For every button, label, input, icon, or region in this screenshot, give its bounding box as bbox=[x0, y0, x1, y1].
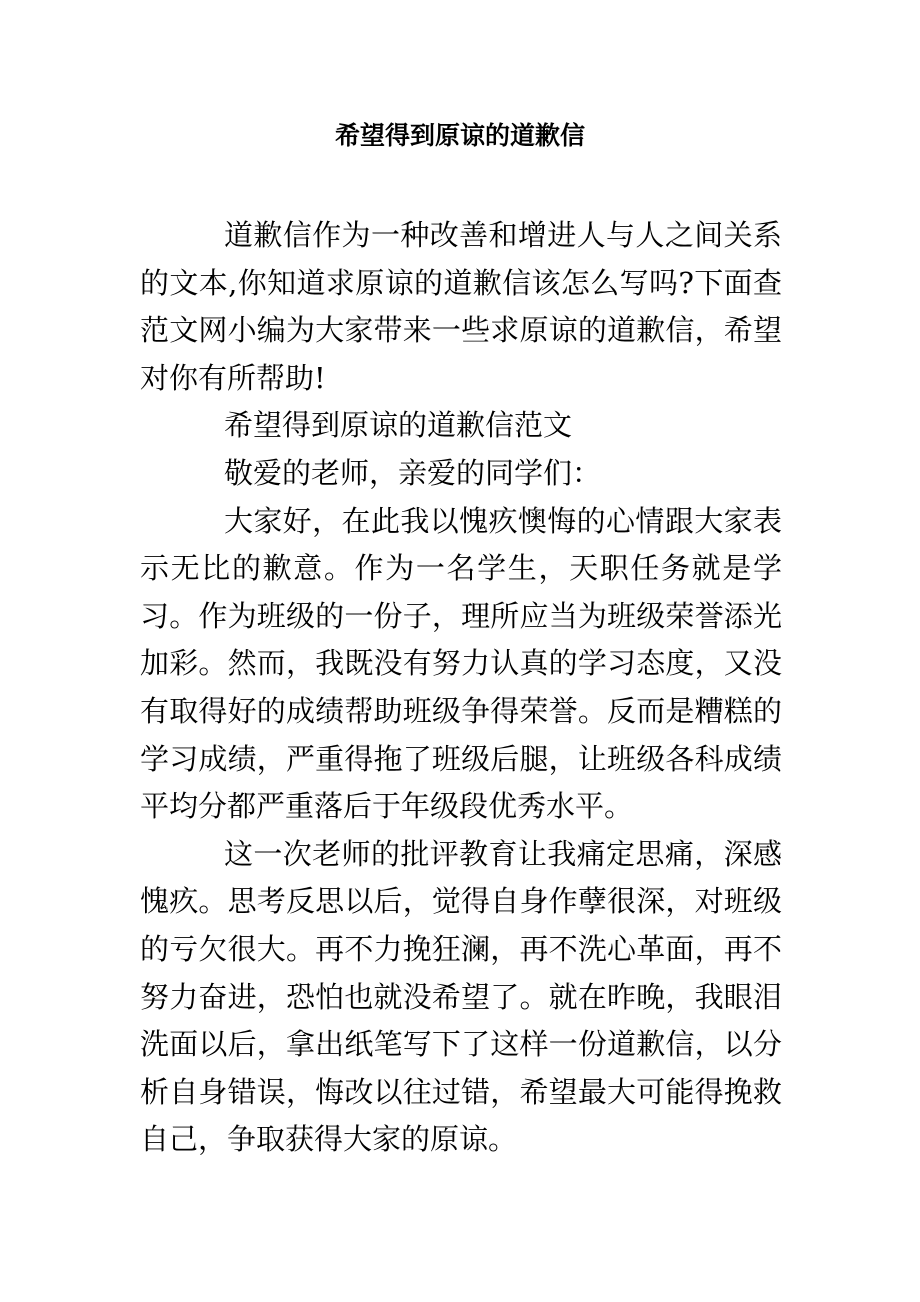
salutation: 敬爱的老师，亲爱的同学们： bbox=[224, 455, 602, 490]
body-paragraph-2: 这一次老师的批评教育让我痛定思痛，深感愧疚。思考反思以后，觉得自身作孽很深，对班级的亏欠很大。再不力挽狂澜，再不洗心革面，再不努力奋进，恐怕也就没希望了。就在昨晚，我眼泪洗面以后，拿出纸笔写下了这样一份道歉信，以分析自身错误，悔改以往过错，希望最大可能得挽救自己，争取获得大家的原谅。 bbox=[140, 836, 782, 1157]
document-title: 希望得到原谅的道歉信 bbox=[334, 121, 585, 150]
section-heading: 希望得到原谅的道歉信范文 bbox=[224, 408, 573, 443]
document-body bbox=[140, 212, 782, 1164]
body-paragraph-1: 大家好，在此我以愧疚懊悔的心情跟大家表示无比的歉意。作为一名学生，天职任务就是学习。作为班级的一份子，理所应当为班级荣誉添光加彩。然而，我既没有努力认真的学习态度，又没有取得好的成绩帮助班级争得荣誉。反而是糟糕的学习成绩，严重得拖了班级后腿，让班级各科成绩平均分都严重落后于年级段优秀水平。 bbox=[140, 503, 782, 824]
intro-paragraph: 道歉信作为一种改善和增进人与人之间关系的文本,你知道求原谅的道歉信该怎么写吗?下面查范文网小编为大家带来一些求原谅的道歉信，希望对你有所帮助! bbox=[140, 218, 782, 395]
